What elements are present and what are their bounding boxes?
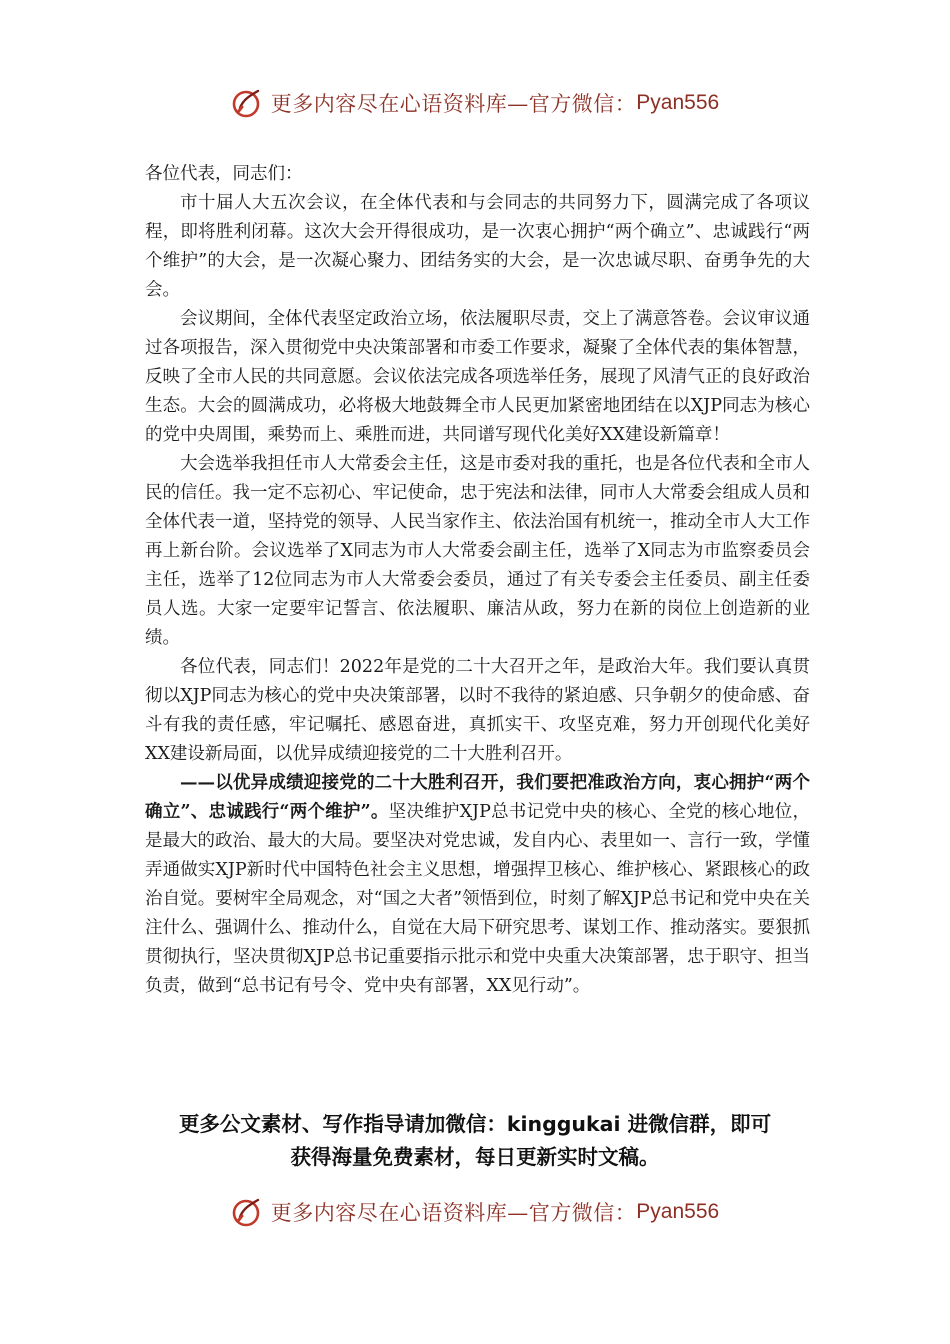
header-banner	[0, 83, 950, 123]
paragraph-4: 各位代表，同志们！2022年是党的二十大召开之年，是政治大年。我们要认真贯彻以XJP同志为核心的党中央决策部署，以时不我待的紧迫感、只争朝夕的使命感、奋斗有我的责任感，牢记嘱托、感恩奋进，真抓实干、攻坚克难，努力开创现代化美好XX建设新局面，以优异成绩迎接党的二十大胜利召开。	[145, 657, 810, 764]
brush-logo-icon	[231, 1195, 265, 1229]
paragraph-5-body: 坚决维护XJP总书记党中央的核心、全党的核心地位，是最大的政治、最大的大局。要坚决对党忠诚，发自内心、表里如一、言行一致，学懂弄通做实XJP新时代中国特色社会主义思想，增强捍卫核心、维护核心、紧跟核心的政治自觉。要树牢全局观念，对“国之大者”领悟到位，时刻了解XJP总书记和党中央在关注什么、强调什么、推动什么，自觉在大局下研究思考、谋划工作、推动落实。要狠抓贯彻执行，坚决贯彻XJP总书记重要指示批示和党中央重大决策部署，忠于职守、担当负责，做到“总书记有号令、党中央有部署，XX见行动”。	[145, 802, 811, 996]
promo-line-2: 获得海量免费素材，每日更新实时文稿。	[290, 1145, 660, 1169]
greeting: 各位代表，同志们：	[145, 164, 303, 184]
paragraph-2: 会议期间，全体代表坚定政治立场，依法履职尽责，交上了满意答卷。会议审议通过各项报告，深入贯彻党中央决策部署和市委工作要求，凝聚了全体代表的集体智慧，反映了全市人民的共同意愿。会议依法完成各项选举任务，展现了风清气正的良好政治生态。大会的圆满成功，必将极大地鼓舞全市人民更加紧密地团结在以XJP同志为核心的党中央周围，乘势而上、乘胜而进，共同谱写现代化美好XX建设新篇章！	[145, 309, 810, 445]
paragraph-5-heading: ——以优异成绩迎接党的二十大胜利召开，我们要把准政治方向，衷心拥护“两个确立”、忠诚践行“两个维护”。	[145, 773, 810, 822]
footer-banner	[0, 1192, 950, 1232]
document-body	[145, 160, 810, 1001]
promo-line-1: 更多公文素材、写作指导请加微信：kinggukai 进微信群，即可	[178, 1112, 772, 1136]
banner-text: 更多内容尽在心语资料库—官方微信：	[270, 92, 637, 116]
banner-wechat-id: Pyan556	[636, 1200, 720, 1223]
promo-note	[0, 1108, 950, 1174]
banner-text: 更多内容尽在心语资料库—官方微信：	[270, 1201, 637, 1225]
paragraph-1: 市十届人大五次会议，在全体代表和与会同志的共同努力下，圆满完成了各项议程，即将胜利闭幕。这次大会开得很成功，是一次衷心拥护“两个确立”、忠诚践行“两个维护”的大会，是一次凝心聚力、团结务实的大会，是一次忠诚尽职、奋勇争先的大会。	[145, 193, 810, 300]
paragraph-5	[145, 769, 810, 1001]
brush-logo-icon	[231, 86, 265, 120]
banner-wechat-id: Pyan556	[636, 91, 720, 114]
paragraph-3: 大会选举我担任市人大常委会主任，这是市委对我的重托，也是各位代表和全市人民的信任。我一定不忘初心、牢记使命，忠于宪法和法律，同市人大常委会组成人员和全体代表一道，坚持党的领导、人民当家作主、依法治国有机统一，推动全市人大工作再上新台阶。会议选举了X同志为市人大常委会副主任，选举了X同志为市监察委员会主任，选举了12位同志为市人大常委会委员，通过了有关专委会主任委员、副主任委员人选。大家一定要牢记誓言、依法履职、廉洁从政，努力在新的岗位上创造新的业绩。	[145, 454, 810, 648]
